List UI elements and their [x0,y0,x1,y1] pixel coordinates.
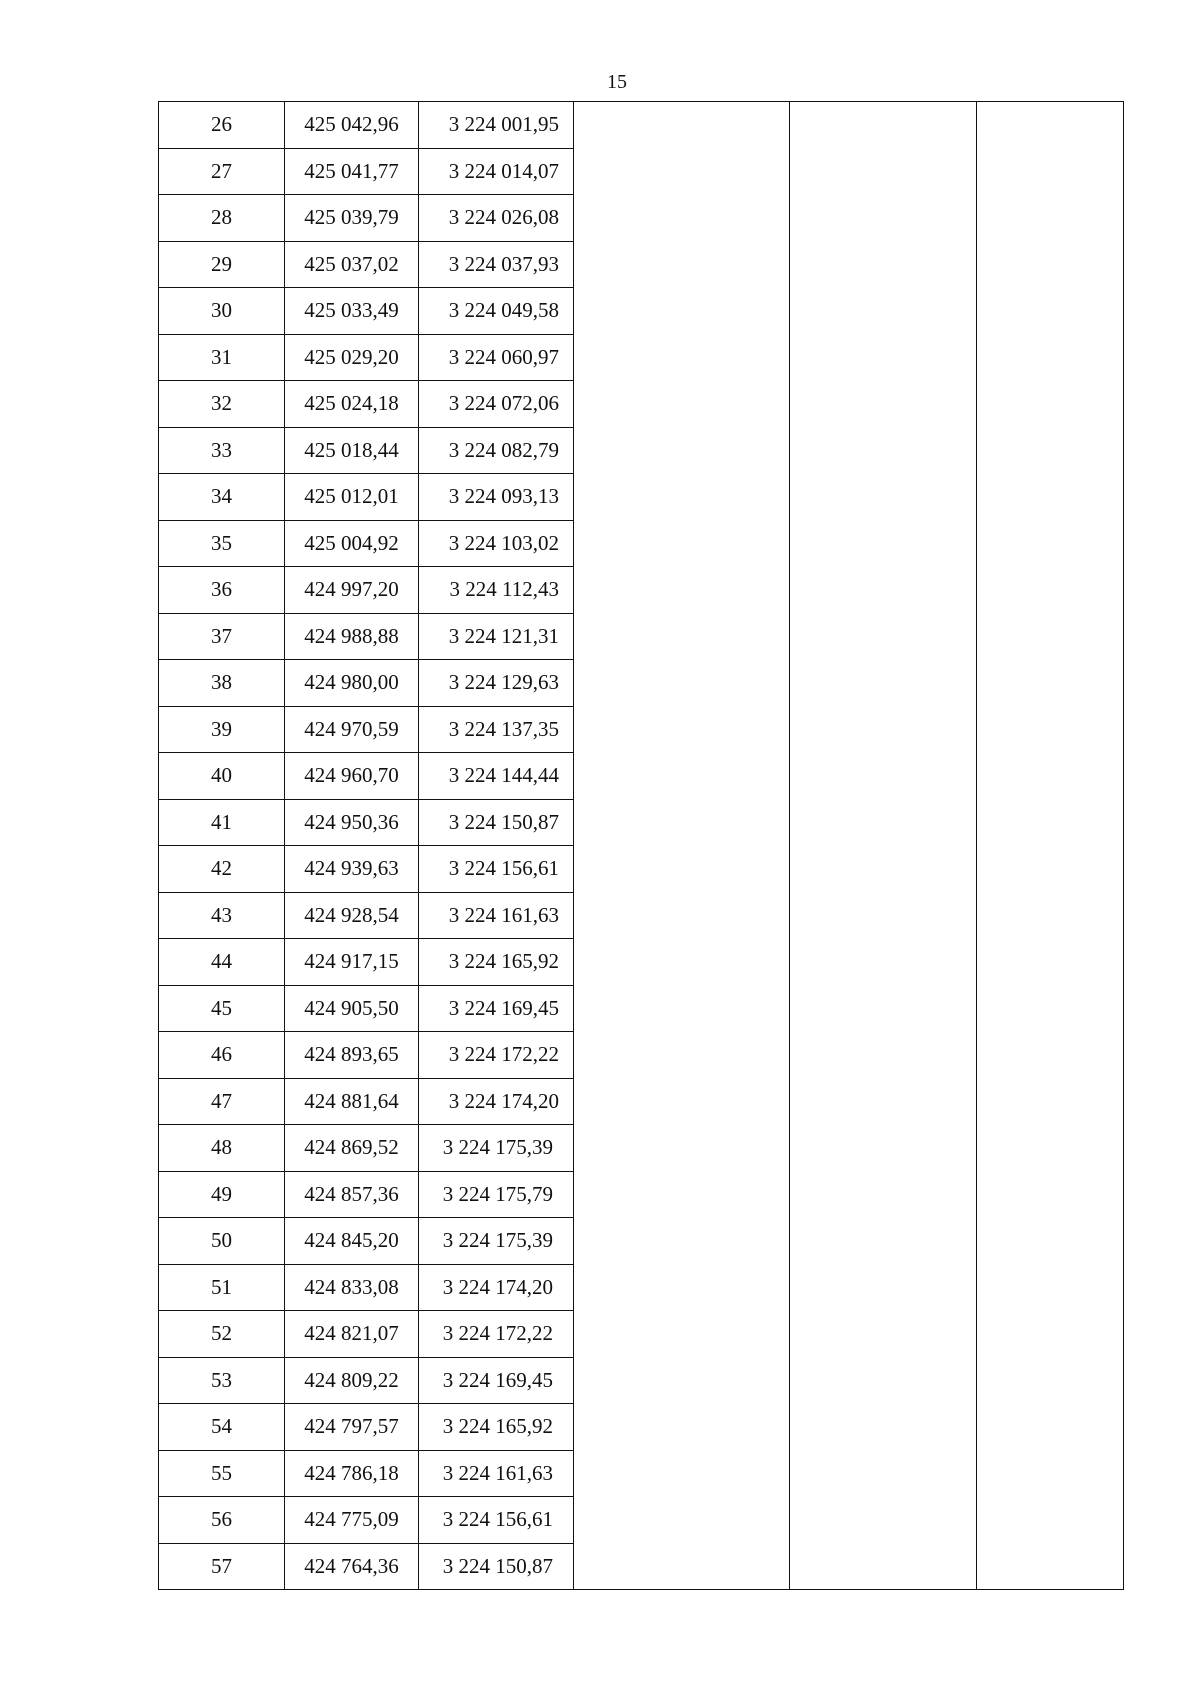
x-coordinate-cell: 424 950,36 [285,799,419,846]
point-number-cell: 56 [159,1497,285,1544]
empty-column-3-cell [977,474,1124,521]
empty-column-2-cell [790,846,977,893]
table-row [159,892,1124,939]
x-coordinate-cell: 424 775,09 [285,1497,419,1544]
point-number-cell: 28 [159,195,285,242]
empty-column-2-cell [790,1497,977,1544]
point-number-cell: 54 [159,1404,285,1451]
table-row [159,846,1124,893]
empty-column-2-cell [790,1404,977,1451]
y-coordinate-cell: 3 224 172,22 [419,1311,574,1358]
point-number-cell: 46 [159,1032,285,1079]
x-coordinate-cell: 424 764,36 [285,1543,419,1590]
y-coordinate-cell: 3 224 165,92 [419,939,574,986]
empty-column-3-cell [977,1543,1124,1590]
x-coordinate-cell: 425 042,96 [285,102,419,149]
point-number-cell: 30 [159,288,285,335]
empty-column-1-cell [574,1450,790,1497]
x-coordinate-cell: 424 928,54 [285,892,419,939]
empty-column-2-cell [790,195,977,242]
x-coordinate-cell: 425 041,77 [285,148,419,195]
x-coordinate-cell: 424 821,07 [285,1311,419,1358]
empty-column-3-cell [977,1357,1124,1404]
empty-column-2-cell [790,753,977,800]
empty-column-3-cell [977,1171,1124,1218]
y-coordinate-cell: 3 224 103,02 [419,520,574,567]
empty-column-3-cell [977,1450,1124,1497]
empty-column-3-cell [977,753,1124,800]
empty-column-1-cell [574,1218,790,1265]
y-coordinate-cell: 3 224 001,95 [419,102,574,149]
point-number-cell: 39 [159,706,285,753]
x-coordinate-cell: 424 881,64 [285,1078,419,1125]
table-row [159,1125,1124,1172]
empty-column-1-cell [574,939,790,986]
empty-column-2-cell [790,520,977,567]
empty-column-2-cell [790,939,977,986]
point-number-cell: 35 [159,520,285,567]
page-number: 15 [607,71,627,93]
empty-column-1-cell [574,753,790,800]
empty-column-1-cell [574,892,790,939]
empty-column-1-cell [574,334,790,381]
point-number-cell: 55 [159,1450,285,1497]
empty-column-3-cell [977,288,1124,335]
table-row [159,1404,1124,1451]
x-coordinate-cell: 425 024,18 [285,381,419,428]
x-coordinate-cell: 424 833,08 [285,1264,419,1311]
empty-column-3-cell [977,1218,1124,1265]
empty-column-2-cell [790,660,977,707]
table-row [159,427,1124,474]
y-coordinate-cell: 3 224 156,61 [419,846,574,893]
empty-column-1-cell [574,567,790,614]
table-row [159,1450,1124,1497]
point-number-cell: 40 [159,753,285,800]
y-coordinate-cell: 3 224 175,79 [419,1171,574,1218]
point-number-cell: 38 [159,660,285,707]
empty-column-3-cell [977,892,1124,939]
x-coordinate-cell: 425 037,02 [285,241,419,288]
x-coordinate-cell: 424 980,00 [285,660,419,707]
empty-column-2-cell [790,288,977,335]
table-row [159,1078,1124,1125]
y-coordinate-cell: 3 224 150,87 [419,1543,574,1590]
table-row [159,1264,1124,1311]
empty-column-2-cell [790,1543,977,1590]
point-number-cell: 43 [159,892,285,939]
empty-column-1-cell [574,613,790,660]
point-number-cell: 50 [159,1218,285,1265]
y-coordinate-cell: 3 224 121,31 [419,613,574,660]
y-coordinate-cell: 3 224 137,35 [419,706,574,753]
empty-column-1-cell [574,102,790,149]
point-number-cell: 51 [159,1264,285,1311]
empty-column-2-cell [790,148,977,195]
x-coordinate-cell: 425 012,01 [285,474,419,521]
y-coordinate-cell: 3 224 174,20 [419,1078,574,1125]
empty-column-1-cell [574,1078,790,1125]
empty-column-3-cell [977,939,1124,986]
empty-column-3-cell [977,520,1124,567]
table-row [159,1357,1124,1404]
y-coordinate-cell: 3 224 026,08 [419,195,574,242]
empty-column-3-cell [977,1404,1124,1451]
empty-column-3-cell [977,1032,1124,1079]
empty-column-2-cell [790,1171,977,1218]
empty-column-2-cell [790,241,977,288]
empty-column-2-cell [790,1264,977,1311]
y-coordinate-cell: 3 224 175,39 [419,1218,574,1265]
empty-column-1-cell [574,985,790,1032]
coordinates-table [158,101,1124,1590]
table-row [159,567,1124,614]
empty-column-2-cell [790,427,977,474]
x-coordinate-cell: 424 797,57 [285,1404,419,1451]
table-row [159,381,1124,428]
x-coordinate-cell: 424 939,63 [285,846,419,893]
empty-column-1-cell [574,381,790,428]
empty-column-3-cell [977,1078,1124,1125]
empty-column-3-cell [977,613,1124,660]
point-number-cell: 47 [159,1078,285,1125]
empty-column-1-cell [574,1543,790,1590]
empty-column-3-cell [977,1264,1124,1311]
empty-column-1-cell [574,1311,790,1358]
point-number-cell: 31 [159,334,285,381]
x-coordinate-cell: 424 905,50 [285,985,419,1032]
x-coordinate-cell: 424 970,59 [285,706,419,753]
empty-column-3-cell [977,706,1124,753]
point-number-cell: 57 [159,1543,285,1590]
y-coordinate-cell: 3 224 082,79 [419,427,574,474]
table-row [159,939,1124,986]
empty-column-1-cell [574,799,790,846]
point-number-cell: 34 [159,474,285,521]
y-coordinate-cell: 3 224 174,20 [419,1264,574,1311]
coordinates-table-body [159,102,1124,1590]
table-row [159,613,1124,660]
empty-column-1-cell [574,846,790,893]
table-row [159,520,1124,567]
empty-column-1-cell [574,1357,790,1404]
empty-column-3-cell [977,660,1124,707]
table-row [159,334,1124,381]
y-coordinate-cell: 3 224 049,58 [419,288,574,335]
empty-column-1-cell [574,195,790,242]
point-number-cell: 53 [159,1357,285,1404]
table-row [159,288,1124,335]
table-row [159,1497,1124,1544]
y-coordinate-cell: 3 224 112,43 [419,567,574,614]
x-coordinate-cell: 424 997,20 [285,567,419,614]
empty-column-3-cell [977,799,1124,846]
x-coordinate-cell: 424 857,36 [285,1171,419,1218]
empty-column-1-cell [574,660,790,707]
empty-column-2-cell [790,1078,977,1125]
y-coordinate-cell: 3 224 175,39 [419,1125,574,1172]
empty-column-2-cell [790,892,977,939]
y-coordinate-cell: 3 224 072,06 [419,381,574,428]
empty-column-1-cell [574,706,790,753]
empty-column-3-cell [977,334,1124,381]
empty-column-3-cell [977,102,1124,149]
y-coordinate-cell: 3 224 150,87 [419,799,574,846]
point-number-cell: 26 [159,102,285,149]
table-row [159,102,1124,149]
y-coordinate-cell: 3 224 129,63 [419,660,574,707]
table-row [159,799,1124,846]
table-row [159,1032,1124,1079]
empty-column-1-cell [574,1404,790,1451]
point-number-cell: 49 [159,1171,285,1218]
empty-column-1-cell [574,1171,790,1218]
table-row [159,241,1124,288]
empty-column-2-cell [790,567,977,614]
empty-column-1-cell [574,1497,790,1544]
y-coordinate-cell: 3 224 161,63 [419,892,574,939]
table-row [159,660,1124,707]
point-number-cell: 52 [159,1311,285,1358]
x-coordinate-cell: 425 018,44 [285,427,419,474]
point-number-cell: 41 [159,799,285,846]
point-number-cell: 36 [159,567,285,614]
empty-column-1-cell [574,241,790,288]
point-number-cell: 44 [159,939,285,986]
x-coordinate-cell: 425 039,79 [285,195,419,242]
x-coordinate-cell: 424 869,52 [285,1125,419,1172]
point-number-cell: 45 [159,985,285,1032]
empty-column-2-cell [790,985,977,1032]
x-coordinate-cell: 424 917,15 [285,939,419,986]
y-coordinate-cell: 3 224 093,13 [419,474,574,521]
y-coordinate-cell: 3 224 144,44 [419,753,574,800]
empty-column-3-cell [977,195,1124,242]
empty-column-2-cell [790,1311,977,1358]
empty-column-2-cell [790,613,977,660]
empty-column-3-cell [977,846,1124,893]
table-row [159,1218,1124,1265]
point-number-cell: 37 [159,613,285,660]
empty-column-3-cell [977,567,1124,614]
y-coordinate-cell: 3 224 014,07 [419,148,574,195]
y-coordinate-cell: 3 224 169,45 [419,985,574,1032]
empty-column-3-cell [977,148,1124,195]
x-coordinate-cell: 424 988,88 [285,613,419,660]
empty-column-1-cell [574,1125,790,1172]
empty-column-2-cell [790,102,977,149]
empty-column-3-cell [977,1125,1124,1172]
empty-column-1-cell [574,474,790,521]
point-number-cell: 27 [159,148,285,195]
empty-column-2-cell [790,1032,977,1079]
point-number-cell: 32 [159,381,285,428]
empty-column-3-cell [977,1497,1124,1544]
empty-column-3-cell [977,381,1124,428]
y-coordinate-cell: 3 224 165,92 [419,1404,574,1451]
x-coordinate-cell: 424 786,18 [285,1450,419,1497]
y-coordinate-cell: 3 224 172,22 [419,1032,574,1079]
empty-column-2-cell [790,474,977,521]
empty-column-3-cell [977,1311,1124,1358]
y-coordinate-cell: 3 224 156,61 [419,1497,574,1544]
table-row [159,1171,1124,1218]
empty-column-1-cell [574,1032,790,1079]
y-coordinate-cell: 3 224 169,45 [419,1357,574,1404]
empty-column-1-cell [574,520,790,567]
y-coordinate-cell: 3 224 161,63 [419,1450,574,1497]
empty-column-3-cell [977,241,1124,288]
table-row [159,1311,1124,1358]
empty-column-1-cell [574,427,790,474]
point-number-cell: 29 [159,241,285,288]
x-coordinate-cell: 424 809,22 [285,1357,419,1404]
empty-column-2-cell [790,799,977,846]
empty-column-2-cell [790,1218,977,1265]
empty-column-1-cell [574,148,790,195]
empty-column-1-cell [574,288,790,335]
empty-column-3-cell [977,985,1124,1032]
empty-column-2-cell [790,706,977,753]
empty-column-2-cell [790,1357,977,1404]
x-coordinate-cell: 424 845,20 [285,1218,419,1265]
table-row [159,985,1124,1032]
empty-column-2-cell [790,1125,977,1172]
table-row [159,148,1124,195]
empty-column-2-cell [790,381,977,428]
empty-column-2-cell [790,1450,977,1497]
empty-column-3-cell [977,427,1124,474]
x-coordinate-cell: 424 893,65 [285,1032,419,1079]
empty-column-1-cell [574,1264,790,1311]
x-coordinate-cell: 425 004,92 [285,520,419,567]
point-number-cell: 33 [159,427,285,474]
point-number-cell: 42 [159,846,285,893]
x-coordinate-cell: 424 960,70 [285,753,419,800]
table-row [159,195,1124,242]
table-row [159,474,1124,521]
table-row [159,1543,1124,1590]
y-coordinate-cell: 3 224 037,93 [419,241,574,288]
x-coordinate-cell: 425 029,20 [285,334,419,381]
y-coordinate-cell: 3 224 060,97 [419,334,574,381]
point-number-cell: 48 [159,1125,285,1172]
empty-column-2-cell [790,334,977,381]
table-row [159,706,1124,753]
x-coordinate-cell: 425 033,49 [285,288,419,335]
table-row [159,753,1124,800]
